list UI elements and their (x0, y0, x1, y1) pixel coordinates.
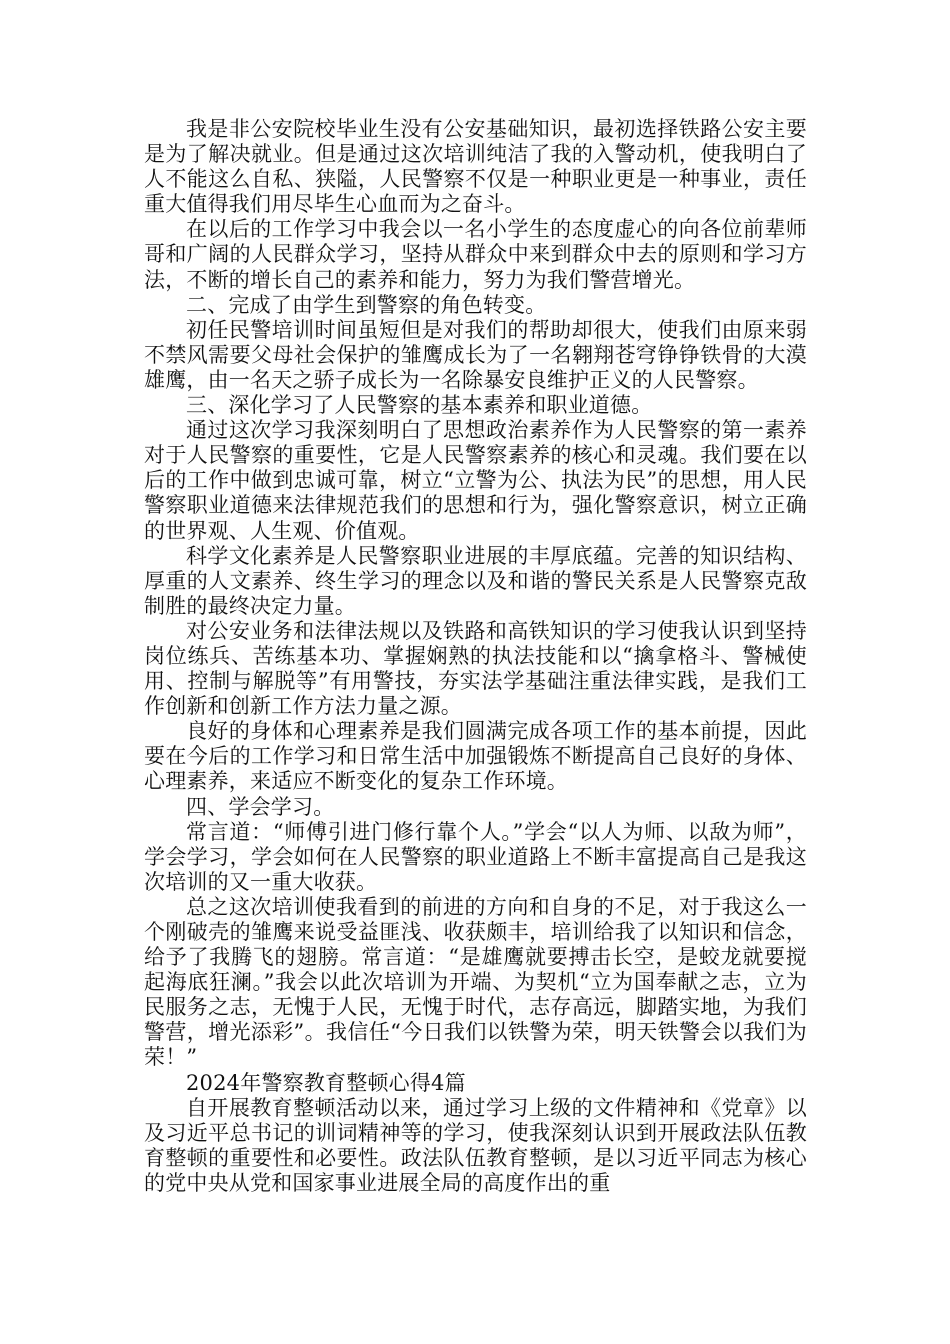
paragraph-7: 良好的身体和心理素养是我们圆满完成各项工作的基本前提，因此要在今后的工作学习和日常生活中加强锻炼不断提高自己良好的身体、心理素养，来适应不断变化的复杂工作环境。 (144, 719, 807, 794)
paragraph-9: 总之这次培训使我看到的前进的方向和自身的不足，对于我这么一个刚破壳的雏鹰来说受益匪浅、收获颇丰，培训给我了以知识和信念，给予了我腾飞的翅膀。常言道：“是雄鹰就要搏击长空，是蛟龙就要搅起海底狂澜。”我会以此次培训为开端、为契机“立为国奉献之志，立为民服务之志，无愧于人民，无愧于时代，志存高远，脚踏实地，为我们警营，增光添彩”。我信任“今日我们以铁警为荣，明天铁警会以我们为荣！” (144, 894, 807, 1070)
paragraph-3: 初任民警培训时间虽短但是对我们的帮助却很大，使我们由原来弱不禁风需要父母社会保护的雏鹰成长为了一名翱翔苍穹铮铮铁骨的大漠雄鹰，由一名天之骄子成长为一名除暴安良维护正义的人民警察。 (144, 317, 807, 392)
paragraph-8: 常言道：“师傅引进门修行靠个人。”学会“以人为师、以敌为师”，学会学习，学会如何在人民警察的职业道路上不断丰富提高自己是我这次培训的又一重大收获。 (144, 819, 807, 894)
paragraph-5: 科学文化素养是人民警察职业进展的丰厚底蕴。完善的知识结构、厚重的人文素养、终生学习的理念以及和谐的警民关系是人民警察克敌制胜的最终决定力量。 (144, 543, 807, 618)
paragraph-10: 自开展教育整顿活动以来，通过学习上级的文件精神和《党章》以及习近平总书记的训词精神等的学习，使我深刻认识到开展政法队伍教育整顿的重要性和必要性。政法队伍教育整顿，是以习近平同志为核心的党中央从党和国家事业进展全局的高度作出的重 (144, 1095, 807, 1195)
paragraph-1: 我是非公安院校毕业生没有公安基础知识，最初选择铁路公安主要是为了解决就业。但是通过这次培训纯洁了我的入警动机，使我明白了人不能这么自私、狭隘，人民警察不仅是一种职业更是一种事业，责任重大值得我们用尽毕生心血而为之奋斗。 (144, 117, 807, 217)
document-body (144, 117, 807, 1196)
paragraph-4: 通过这次学习我深刻明白了思想政治素养作为人民警察的第一素养对于人民警察的重要性，它是人民警察素养的核心和灵魂。我们要在以后的工作中做到忠诚可靠，树立“立警为公、执法为民”的思想，用人民警察职业道德来法律规范我们的思想和行为，强化警察意识，树立正确的世界观、人生观、价值观。 (144, 418, 807, 543)
paragraph-2: 在以后的工作学习中我会以一名小学生的态度虚心的向各位前辈师哥和广阔的人民群众学习，坚持从群众中来到群众中去的原则和学习方法，不断的增长自己的素养和能力，努力为我们警营增光。 (144, 217, 807, 292)
article-title: 2024年警察教育整顿心得4篇 (186, 1070, 466, 1095)
section-heading-3: 三、深化学习了人民警察的基本素养和职业道德。 (186, 393, 653, 418)
section-heading-4: 四、学会学习。 (186, 794, 335, 819)
paragraph-6: 对公安业务和法律法规以及铁路和高铁知识的学习使我认识到坚持岗位练兵、苦练基本功、掌握娴熟的执法技能和以“擒拿格斗、警械使用、控制与解脱等”有用警技，夯实法学基础注重法律实践，是我们工作创新和创新工作方法力量之源。 (144, 618, 807, 719)
section-heading-2: 二、完成了由学生到警察的角色转变。 (186, 292, 547, 317)
